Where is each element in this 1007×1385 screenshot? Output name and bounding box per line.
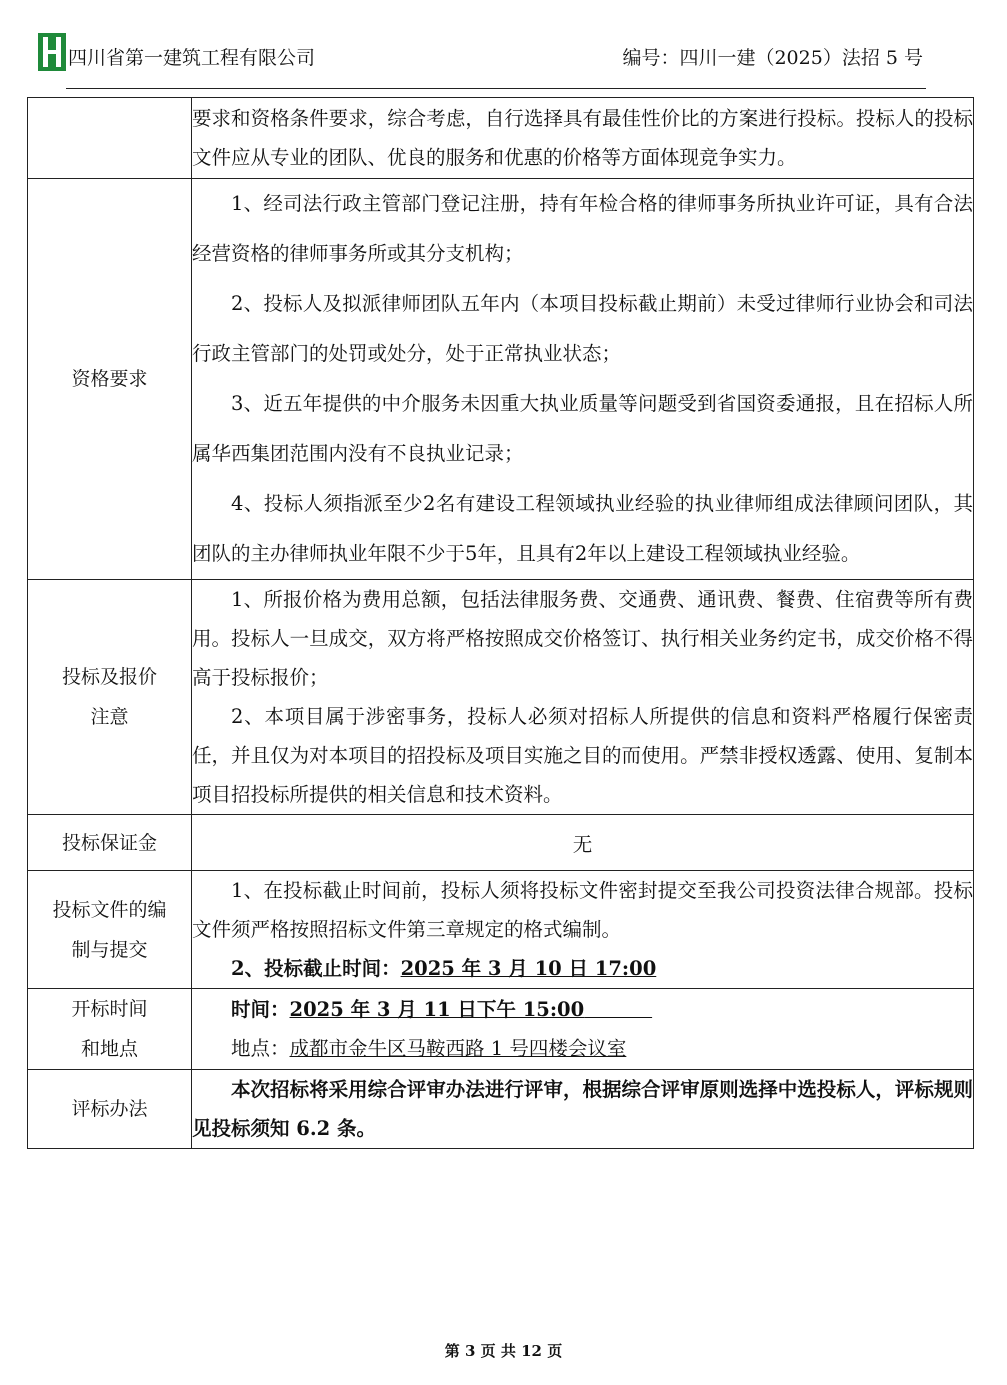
opening-label-line1: 开标时间	[71, 998, 148, 1020]
submission-content	[192, 871, 974, 989]
submission-label-line2: 制与提交	[71, 938, 148, 961]
document-number: 编号：四川一建（2025）法招 5 号	[622, 47, 923, 69]
evaluation-content	[192, 1070, 974, 1149]
page-header	[38, 33, 923, 73]
intro-label-cell	[28, 98, 192, 179]
opening-place-value: 成都市金牛区马鞍西路 1 号四楼会议室	[289, 1037, 627, 1060]
intro-content-cell	[192, 98, 974, 179]
header-divider	[66, 88, 926, 89]
submission-label-line1: 投标文件的编	[52, 898, 167, 921]
qualification-item-2: 2、投标人及拟派律师团队五年内（本项目投标截止期前）未受过律师行业协会和司法行政主管部门的处罚或处分，处于正常执业状态；	[192, 292, 973, 365]
row-qualification	[28, 179, 974, 580]
qualification-item-4: 4、投标人须指派至少2名有建设工程领域执业经验的执业律师组成法律顾问团队，其团队的主办律师执业年限不少于5年，且具有2年以上建设工程领域执业经验。	[192, 492, 973, 565]
deposit-label: 投标保证金	[28, 815, 192, 871]
submission-item-1: 1、在投标截止时间前，投标人须将投标文件密封提交至我公司投资法律合规部。投标文件须严格按照招标文件第三章规定的格式编制。	[192, 879, 973, 941]
qualification-item-1: 1、经司法行政主管部门登记注册，持有年检合格的律师事务所执业许可证，具有合法经营资格的律师事务所或其分支机构；	[192, 192, 973, 265]
company-logo	[38, 33, 66, 71]
page-footer: 第 3 页 共 12 页	[444, 1342, 563, 1360]
opening-label-line2: 和地点	[80, 1038, 138, 1060]
opening-time-value: 2025 年 3 月 11 日下午 15:00	[289, 998, 585, 1021]
submission-deadline	[192, 949, 973, 988]
bidding-label-line2: 注意	[90, 706, 129, 728]
bidding-content	[192, 580, 974, 815]
opening-place	[192, 1029, 973, 1068]
row-bidding-notes	[28, 580, 974, 815]
qualification-label: 资格要求	[28, 179, 192, 580]
bidding-item-1: 1、所报价格为费用总额，包括法律服务费、交通费、通讯费、餐费、住宿费等所有费用。投标人一旦成交，双方将严格按照成交价格签订、执行相关业务约定书，成交价格不得高于投标报价；	[192, 588, 973, 689]
opening-place-label: 地点：	[231, 1037, 290, 1060]
submission-label	[28, 871, 192, 989]
row-submission	[28, 871, 974, 989]
bidding-label-line1: 投标及报价	[61, 666, 157, 688]
row-deposit	[28, 815, 974, 871]
bidding-item-2: 2、本项目属于涉密事务，投标人必须对招标人所提供的信息和资料严格履行保密责任，并且仅为对本项目的招投标及项目实施之目的而使用。严禁非授权透露、使用、复制本项目招投标所提供的相关信息和技术资料。	[192, 705, 973, 806]
bidding-label	[28, 580, 192, 815]
row-evaluation	[28, 1070, 974, 1149]
qualification-item-3: 3、近五年提供的中介服务未因重大执业质量等问题受到省国资委通报，且在招标人所属华西集团范围内没有不良执业记录；	[192, 392, 973, 465]
tender-info-table	[27, 97, 974, 1149]
evaluation-text: 本次招标将采用综合评审办法进行评审，根据综合评审原则选择中选投标人，评标规则见投标须知 6.2 条。	[192, 1078, 973, 1140]
deadline-label: 2、投标截止时间：	[231, 957, 401, 980]
opening-label	[28, 989, 192, 1070]
evaluation-label: 评标办法	[28, 1070, 192, 1149]
intro-text: 要求和资格条件要求，综合考虑，自行选择具有最佳性价比的方案进行投标。投标人的投标文件应从专业的团队、优良的服务和优惠的价格等方面体现竞争实力。	[192, 107, 973, 169]
qualification-content	[192, 179, 974, 580]
deposit-value: 无	[192, 815, 974, 871]
opening-content	[192, 989, 974, 1070]
row-opening	[28, 989, 974, 1070]
company-name: 四川省第一建筑工程有限公司	[68, 47, 316, 69]
opening-time-label: 时间：	[231, 998, 290, 1021]
opening-time	[192, 990, 973, 1029]
row-intro	[28, 98, 974, 179]
deadline-value: 2025 年 3 月 10 日 17:00	[400, 957, 657, 980]
